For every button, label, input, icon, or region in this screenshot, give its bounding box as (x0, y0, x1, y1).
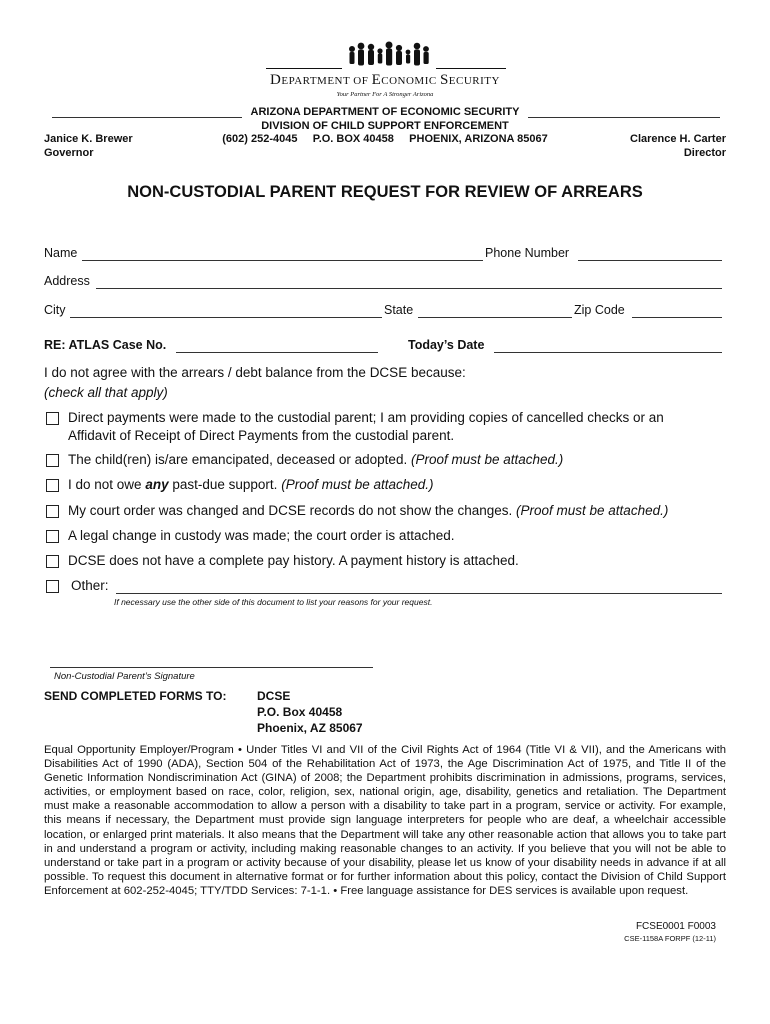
checkbox-custody-change[interactable] (46, 530, 59, 543)
todays-date-field[interactable] (494, 352, 722, 353)
option-emancipated-proof: (Proof must be attached.) (410, 452, 564, 467)
logo-department-name: DEPARTMENT OF ECONOMIC SECURITY (270, 72, 500, 88)
form-code: FCSE0001 F0003 (635, 921, 716, 932)
governor-title: Governor (44, 147, 94, 159)
option-other-label: Other: (71, 578, 109, 593)
option-direct-payments-line1: Direct payments were made to the custodial parent; I am providing copies of cancelled checks or an (68, 410, 664, 425)
director-title: Director (683, 147, 726, 159)
phone-label: Phone Number (485, 246, 570, 260)
header-rule-right (528, 117, 720, 118)
send-address-line1: DCSE (257, 689, 291, 703)
send-address-line2: P.O. Box 40458 (257, 705, 343, 719)
city-label: City (44, 303, 66, 317)
governor-name: Janice K. Brewer (44, 133, 133, 145)
option-emancipated (68, 452, 563, 467)
other-reason-field[interactable] (116, 593, 722, 594)
signature-label: Non-Custodial Parent’s Signature (54, 671, 195, 682)
checkbox-no-past-due[interactable] (46, 479, 59, 492)
option-emancipated-text: The child(ren) is/are emancipated, deceased or adopted. (68, 452, 408, 467)
signature-field[interactable] (50, 667, 373, 668)
option-custody-change: A legal change in custody was made; the court order is attached. (68, 528, 455, 543)
reason-intro: I do not agree with the arrears / debt balance from the DCSE because: (44, 365, 466, 380)
todays-date-label: Today’s Date (408, 338, 485, 352)
equal-opportunity-statement: Equal Opportunity Employer/Program • Under Titles VI and VII of the Civil Rights Act of 1964 (Title VI & VII), and the Americans with Disabilities Act of 1990 (ADA), Section 504 of the Rehabilitation Act of 1973, the Age Discrimination Act of 1975, and Title II of the Genetic Information Nondiscrimination Act (GINA) of 2008; the Department prohibits discrimination in admissions, programs, services, activities, or employment based on race, color, religion, sex, national origin, age, disability, genetics and retaliation. The Department must make a reasonable accommodation to allow a person with a disability to take part in a program, service or activity. For example, this means if necessary, the Department must provide sign language interpreters for people who are deaf, a wheelchair accessible location, or enlarged print materials. It also means that the Department will take any other reasonable action that allows you to take part in and understand a program or activity, including making reasonable changes to an activity. If you believe that you will not be able to understand or take part in a program or activity because of your disability, please let us know of your disability needs in advance if at all possible. To request this document in alternative format or for further information about this policy, contact the Division of Child Support Enforcement at 602-252-4045; TTY/TDD Services: 7-1-1. • Free language assistance for DES services is available upon request. (44, 744, 726, 897)
state-label: State (384, 303, 414, 317)
checkbox-pay-history[interactable] (46, 555, 59, 568)
header-org-line2: DIVISION OF CHILD SUPPORT ENFORCEMENT (261, 120, 509, 132)
option-no-past-due-proof: (Proof must be attached.) (281, 477, 434, 492)
state-field[interactable] (418, 317, 572, 318)
option-court-order-changed (68, 503, 668, 518)
checkbox-emancipated[interactable] (46, 454, 59, 467)
send-forms-label: SEND COMPLETED FORMS TO: (44, 689, 227, 703)
phone-field[interactable] (578, 260, 722, 261)
option-direct-payments-line2: Affidavit of Receipt of Direct Payments from the custodial parent. (68, 428, 455, 443)
logo-rule-right (436, 68, 506, 69)
checkbox-direct-payments[interactable] (46, 412, 59, 425)
des-logo (240, 40, 530, 102)
header-org-line1: ARIZONA DEPARTMENT OF ECONOMIC SECURITY (250, 106, 520, 118)
option-no-past-due-emphasis: any (145, 477, 169, 492)
option-no-past-due (68, 477, 434, 492)
zip-label: Zip Code (574, 303, 625, 317)
logo-rule-left (266, 68, 342, 69)
option-court-order-proof: (Proof must be attached.) (516, 503, 669, 518)
name-field[interactable] (82, 260, 483, 261)
other-side-note: If necessary use the other side of this document to list your reasons for your request. (114, 597, 433, 607)
logo-tagline: Your Partner For A Stronger Arizona (336, 91, 434, 98)
address-label: Address (44, 274, 90, 288)
case-number-label: RE: ATLAS Case No. (44, 338, 167, 352)
checkbox-other[interactable] (46, 580, 59, 593)
checkbox-court-order-changed[interactable] (46, 505, 59, 518)
name-label: Name (44, 246, 78, 260)
option-court-order-text: My court order was changed and DCSE records do not show the changes. (68, 503, 513, 518)
form-title: NON-CUSTODIAL PARENT REQUEST FOR REVIEW OF ARREARS (127, 183, 643, 201)
family-figures-icon (344, 40, 434, 70)
director-name: Clarence H. Carter (630, 133, 726, 145)
address-field[interactable] (96, 288, 722, 289)
check-all-hint: (check all that apply) (44, 385, 168, 400)
option-no-past-due-text-a: I do not owe (68, 477, 142, 492)
option-no-past-due-text-b: past-due support. (172, 477, 278, 492)
form-number: CSE-1158A FORPF (12-11) (624, 934, 716, 943)
header-contact-line: (602) 252-4045 P.O. BOX 40458 PHOENIX, ARIZONA 85067 (222, 133, 548, 145)
city-field[interactable] (70, 317, 382, 318)
case-number-field[interactable] (176, 352, 378, 353)
send-address-line3: Phoenix, AZ 85067 (257, 721, 363, 735)
header-rule-left (52, 117, 242, 118)
zip-field[interactable] (632, 317, 722, 318)
option-pay-history: DCSE does not have a complete pay history. A payment history is attached. (68, 553, 519, 568)
